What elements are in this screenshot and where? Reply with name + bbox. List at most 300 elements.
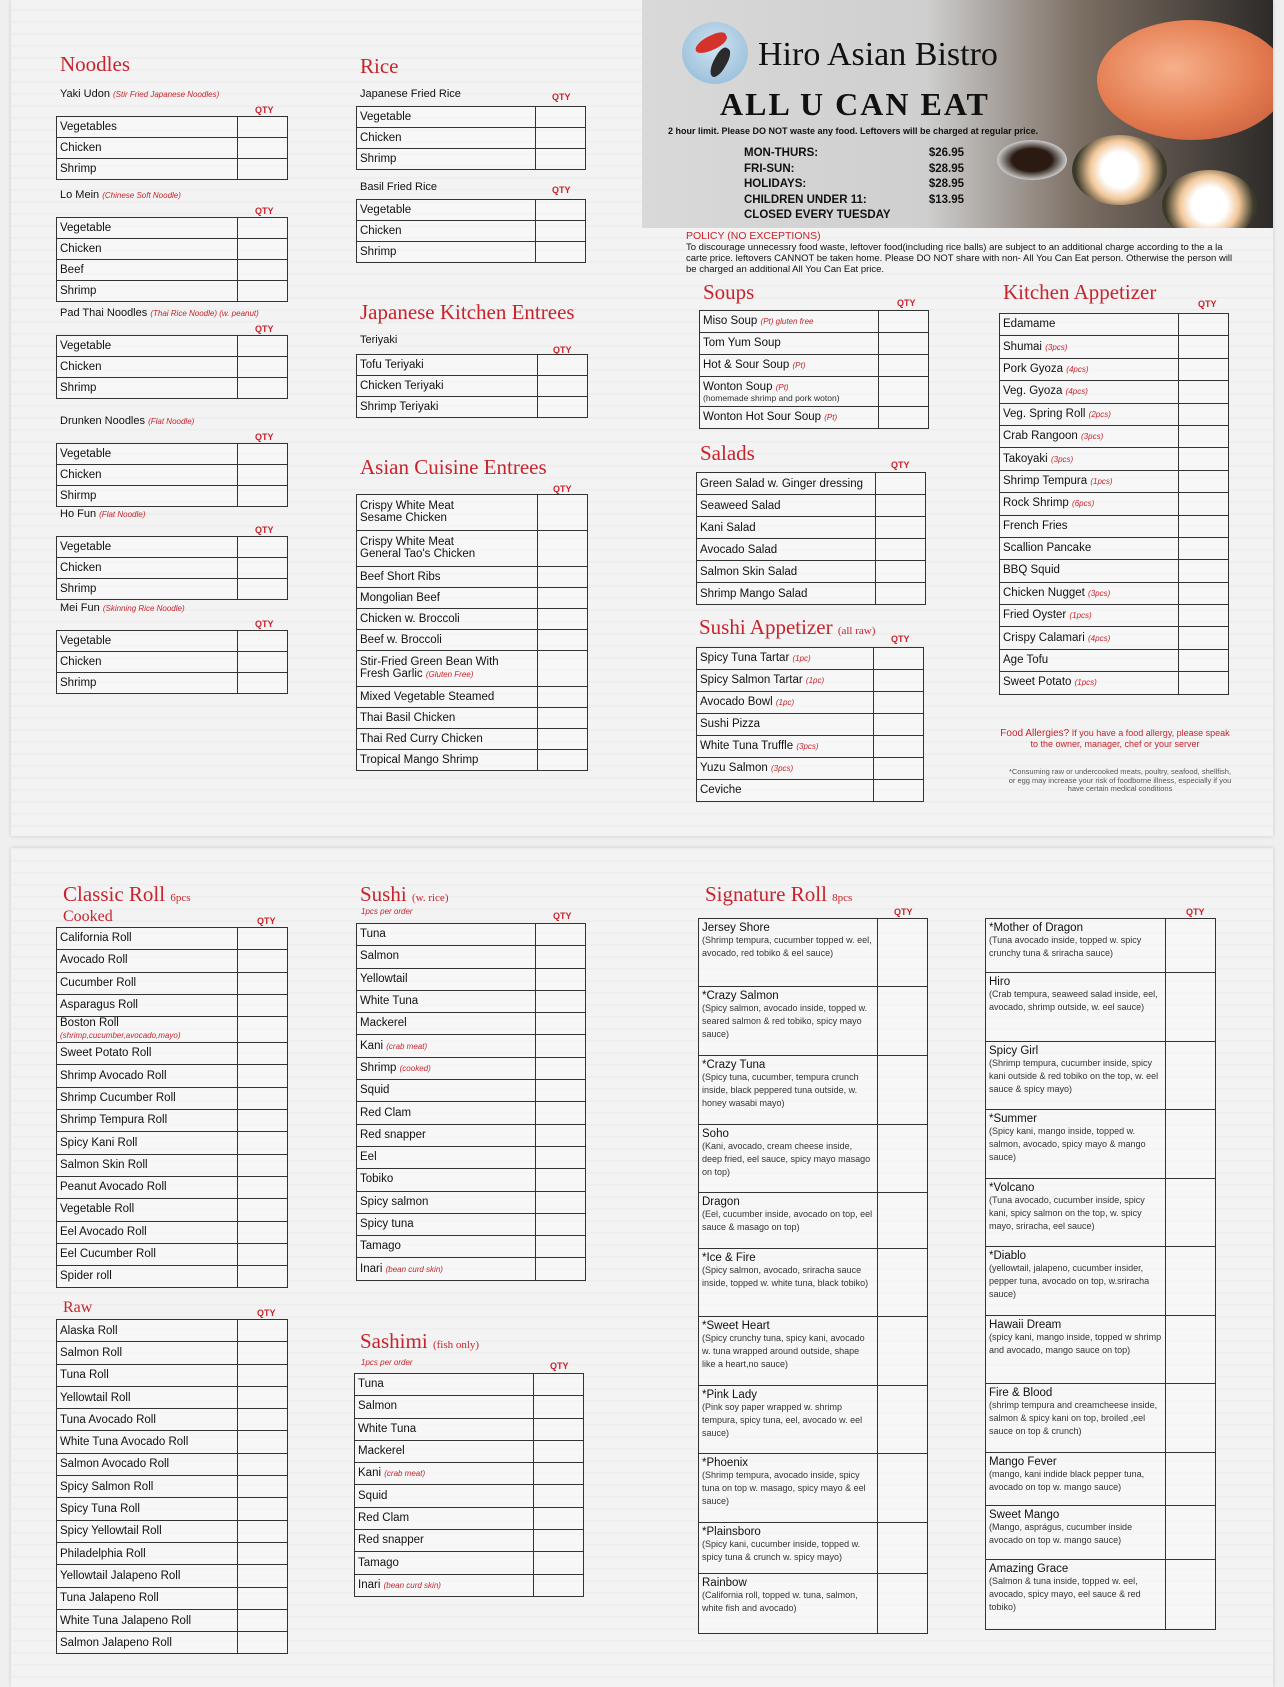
menu-row [1000,358,1229,380]
menu-row [357,567,588,588]
item-note: (3pcs) [1045,342,1068,352]
qty-box[interactable] [538,708,588,729]
price-row: MON-THURS: $26.95 [744,147,964,159]
qty-box[interactable] [1166,1110,1216,1179]
qty-box[interactable] [238,1409,288,1431]
item-name: Vegetable [57,444,238,465]
roll-name: Sweet Mango (Mango, asprágus, cucumber inside avocado on top w. mango sauce) [986,1506,1166,1560]
qty-box[interactable] [238,281,288,302]
price-row: CLOSED EVERY TUESDAY [744,209,891,221]
qty-box[interactable] [538,567,588,588]
qty-box[interactable] [1179,582,1229,604]
qty-box[interactable] [1179,336,1229,358]
qty-box[interactable] [536,200,586,221]
qty-box[interactable] [874,648,924,670]
item-name: Beef Short Ribs [357,567,538,588]
item-name: Vegetable [57,631,238,652]
noodle-table [56,630,288,694]
menu-row [355,1440,584,1462]
qty-box[interactable] [878,1125,928,1193]
qty-box[interactable] [536,1169,586,1191]
qty-box[interactable] [536,1191,586,1213]
qty-box[interactable] [878,1386,928,1454]
qty-box[interactable] [534,1552,584,1574]
roll-name: *Pink Lady (Pink soy paper wrapped w. shrimp tempura, spicy tuna, eel, avocado w. eel sauce) [699,1386,878,1454]
qty-box[interactable] [874,714,924,736]
qty-box[interactable] [1166,1179,1216,1247]
qty-box[interactable] [538,588,588,609]
qty-box[interactable] [879,333,929,355]
qty-box[interactable] [1166,1384,1216,1453]
menu-row [357,651,588,687]
roll-description: (Salmon & tuna inside, topped w. eel, avocado, spicy mayo, eel sauce & red tobiko) [989,1576,1141,1612]
qty-box[interactable] [1179,493,1229,515]
item-name: Chicken Nugget (3pcs) [1000,582,1179,604]
menu-row [57,1221,288,1243]
item-name: Age Tofu [1000,649,1179,671]
qty-label: QTY [1198,299,1217,309]
sushi-title [360,882,448,907]
qty-box[interactable] [238,1632,288,1654]
menu-row [700,355,929,377]
qty-box[interactable] [238,652,288,673]
item-name: Tuna Roll [57,1364,238,1386]
menu-row [57,465,288,486]
menu-row [57,239,288,260]
qty-box[interactable] [238,1087,288,1109]
noodle-table [56,217,288,302]
qty-box[interactable] [874,692,924,714]
signature-roll-label: Signature Roll [705,882,827,906]
menu-row [355,1418,584,1440]
item-name: California Roll [57,928,238,950]
item-name: Chicken Teriyaki [357,376,538,397]
item-name: Spicy Tuna Roll [57,1498,238,1520]
kitchen-appetizer-title: Kitchen Appetizer [1003,280,1157,304]
item-name: Chicken [357,221,536,242]
sushi-appetizer-label: Sushi Appetizer [699,615,833,639]
qty-box[interactable] [1179,425,1229,447]
qty-box[interactable] [534,1530,584,1552]
qty-box[interactable] [238,1431,288,1453]
qty-box[interactable] [238,972,288,994]
roll-name: *Crazy Salmon (Spicy salmon, avocado inside, topped w. seared salmon & red tobiko, spicy mayo sauce) [699,987,878,1056]
qty-box[interactable] [874,780,924,802]
item-name: Tamago [355,1552,534,1574]
menu-row [57,1409,288,1431]
menu-row [57,994,288,1016]
qty-box[interactable] [876,495,926,517]
item-name: Red Clam [355,1507,534,1529]
qty-box[interactable] [238,1017,288,1043]
qty-box[interactable] [876,517,926,539]
allergy-notice [1000,728,1230,749]
qty-box[interactable] [879,377,929,407]
teriyaki-label: Teriyaki [360,334,398,346]
qty-box[interactable] [536,242,586,263]
qty-box[interactable] [534,1396,584,1418]
qty-label: QTY [553,345,572,355]
qty-box[interactable] [1166,1042,1216,1110]
roll-description: (mango, kani indide black pepper tuna, avocado on top w. mango sauce) [989,1469,1145,1492]
item-name: Beef [57,260,238,281]
qty-box[interactable] [874,758,924,780]
cooked-roll-table [56,927,288,1288]
qty-box[interactable] [238,1110,288,1132]
qty-box[interactable] [538,495,588,531]
qty-box[interactable] [878,1317,928,1386]
item-name: Spider roll [57,1266,238,1288]
qty-box[interactable] [238,486,288,507]
qty-box[interactable] [538,750,588,771]
price-row: CHILDREN UNDER 11: $13.95 [744,193,964,206]
qty-box[interactable] [238,1043,288,1065]
qty-box[interactable] [1179,627,1229,649]
sushi-image [1097,20,1273,140]
qty-box[interactable] [238,1520,288,1542]
roll-description: (Mango, asprágus, cucumber inside avocado on top w. mango sauce) [989,1522,1133,1545]
qty-box[interactable] [878,1193,928,1249]
sashimi-label: Sashimi [360,1329,428,1353]
qty-box[interactable] [238,260,288,281]
item-name: Vegetable [357,107,536,128]
item-name: Crab Rangoon (3pcs) [1000,425,1179,447]
qty-box[interactable] [1166,1560,1216,1630]
item-name: Chicken [57,357,238,378]
roll-name: *Summer (Spicy kani, mango inside, topped w. salmon, avocado, spicy mayo & mango sauce) [986,1110,1166,1179]
qty-box[interactable] [238,159,288,180]
qty-box[interactable] [238,465,288,486]
qty-box[interactable] [534,1485,584,1507]
qty-box[interactable] [538,531,588,567]
qty-box[interactable] [238,558,288,579]
roll-name: Spicy Girl (Shrimp tempura, cucumber inside, spicy kani outside & red tobiko on the top, w. eel sauce & spicy mayo) [986,1042,1166,1110]
qty-box[interactable] [238,1587,288,1609]
qty-box[interactable] [878,987,928,1056]
qty-box[interactable] [536,1035,586,1057]
qty-box[interactable] [878,1523,928,1574]
qty-box[interactable] [878,1454,928,1523]
qty-box[interactable] [534,1574,584,1596]
qty-box[interactable] [1166,1316,1216,1384]
item-name: Avocado Roll [57,950,238,972]
qty-box[interactable] [536,924,586,946]
teriyaki-table [356,354,588,418]
menu-row [357,1013,586,1035]
qty-box[interactable] [238,239,288,260]
menu-row [357,149,586,170]
item-note: (2pcs) [1088,409,1111,419]
item-name: Vegetable Roll [57,1199,238,1221]
menu-row [357,1191,586,1213]
qty-box[interactable] [534,1418,584,1440]
item-name: Peanut Avocado Roll [57,1176,238,1198]
menu-row [697,714,924,736]
item-name: Miso Soup (Pt) gluten free [700,311,879,333]
signature-roll-table-2 [985,918,1216,1630]
qty-box[interactable] [538,729,588,750]
qty-box[interactable] [238,1542,288,1564]
qty-box[interactable] [1179,537,1229,559]
qty-box[interactable] [238,1364,288,1386]
item-name: Eel Avocado Roll [57,1221,238,1243]
qty-box[interactable] [538,397,588,418]
menu-row [57,444,288,465]
signature-roll-row [699,919,928,987]
qty-box[interactable] [238,994,288,1016]
menu-row [697,495,926,517]
qty-box[interactable] [1179,649,1229,671]
item-name: Takoyaki (3pcs) [1000,448,1179,470]
menu-row [57,1520,288,1542]
qty-label: QTY [257,916,276,926]
qty-box[interactable] [538,609,588,630]
qty-box[interactable] [538,630,588,651]
qty-box[interactable] [238,1176,288,1198]
qty-box[interactable] [534,1374,584,1396]
roll-name: Hawaii Dream (spicy kani, mango inside, topped w shrimp and avocado, mango sauce on top) [986,1316,1166,1384]
roll-description: (Spicy salmon, avocado inside, topped w. seared salmon & red tobiko, spicy mayo sauce) [702,1003,868,1039]
menu-row [355,1552,584,1574]
menu-row [57,117,288,138]
qty-box[interactable] [878,919,928,987]
qty-box[interactable] [536,221,586,242]
qty-box[interactable] [536,1146,586,1168]
roll-description: (shrimp tempura and creamcheese inside, salmon & spicy kani on top, broiled ,eel sauce on top & crunch) [989,1400,1158,1436]
qty-box[interactable] [238,1476,288,1498]
item-name: Avocado Bowl (1pc) [697,692,874,714]
qty-box[interactable] [538,651,588,687]
item-name: Squid [355,1485,534,1507]
qty-box[interactable] [238,537,288,558]
qty-box[interactable] [538,376,588,397]
qty-box[interactable] [238,631,288,652]
item-name: Shrimp Cucumber Roll [57,1087,238,1109]
qty-label: QTY [894,907,913,917]
qty-label: QTY [552,92,571,102]
qty-box[interactable] [1166,1453,1216,1506]
qty-box[interactable] [1166,1506,1216,1560]
qty-box[interactable] [534,1440,584,1462]
qty-box[interactable] [878,1056,928,1125]
salads-title: Salads [700,441,755,465]
qty-box[interactable] [534,1507,584,1529]
item-name: Vegetables [57,117,238,138]
qty-box[interactable] [538,687,588,708]
qty-box[interactable] [536,946,586,968]
qty-box[interactable] [238,950,288,972]
qty-box[interactable] [238,1453,288,1475]
menu-row [57,1176,288,1198]
qty-box[interactable] [1179,358,1229,380]
qty-box[interactable] [536,1057,586,1079]
qty-box[interactable] [538,355,588,376]
qty-box[interactable] [238,1065,288,1087]
qty-box[interactable] [238,1386,288,1408]
qty-box[interactable] [238,1132,288,1154]
signature-roll-row [699,1454,928,1523]
qty-box[interactable] [238,444,288,465]
qty-box[interactable] [238,1154,288,1176]
qty-box[interactable] [536,107,586,128]
sushi-appetizer-table [696,647,924,802]
qty-box[interactable] [238,928,288,950]
qty-box[interactable] [876,539,926,561]
menu-row [697,561,926,583]
qty-box[interactable] [879,407,929,429]
qty-box[interactable] [536,1213,586,1235]
qty-box[interactable] [536,1080,586,1102]
menu-row [57,558,288,579]
qty-box[interactable] [536,990,586,1012]
item-name: Red Clam [357,1102,536,1124]
item-name: Crispy Calamari (4pcs) [1000,627,1179,649]
qty-label: QTY [553,484,572,494]
item-name: Salmon Avocado Roll [57,1453,238,1475]
qty-box[interactable] [536,149,586,170]
qty-box[interactable] [878,1574,928,1634]
qty-box[interactable] [876,561,926,583]
qty-box[interactable] [1179,672,1229,694]
qty-box[interactable] [536,1258,586,1280]
qty-box[interactable] [1179,314,1229,336]
signature-roll-row [986,1506,1216,1560]
menu-row [357,1236,586,1258]
qty-box[interactable] [536,1236,586,1258]
qty-box[interactable] [238,218,288,239]
menu-row [57,1431,288,1453]
menu-row [357,242,586,263]
menu-row [57,1476,288,1498]
menu-row [357,1057,586,1079]
qty-box[interactable] [536,1013,586,1035]
koi-logo [682,22,748,84]
item-name: Tamago [357,1236,536,1258]
qty-box[interactable] [1179,448,1229,470]
price-list [744,146,964,224]
qty-box[interactable] [1179,403,1229,425]
noodle-group-title: Lo Mein (Chinese Soft Noodle) [60,189,181,201]
qty-box[interactable] [238,673,288,694]
qty-box[interactable] [1179,470,1229,492]
roll-name: *Diablo (yellowtail, jalapeno, cucumber insider, pepper tuna, avocado on top, w.sriracha sauce) [986,1247,1166,1316]
item-note: (1pc) [792,654,811,663]
qty-box[interactable] [238,138,288,159]
qty-box[interactable] [1179,381,1229,403]
menu-row [357,200,586,221]
qty-box[interactable] [238,1243,288,1265]
roll-name: *Phoenix (Shrimp tempura, avocado inside, spicy tuna on top w. masago, spicy mayo & eel sauce) [699,1454,878,1523]
item-name: Shirmp [57,486,238,507]
menu-row [57,1632,288,1654]
sushi-label: Sushi [360,882,407,906]
menu-row [1000,560,1229,582]
qty-box[interactable] [1166,1247,1216,1316]
roll-description: (Kani, avocado, cream cheese inside, deep fried, eel sauce, spicy mayo masago on top) [702,1141,871,1177]
qty-label: QTY [897,298,916,308]
item-name: Shrimp [357,149,536,170]
menu-row [1000,672,1229,694]
menu-row [57,138,288,159]
qty-box[interactable] [238,579,288,600]
qty-box[interactable] [238,336,288,357]
item-name: Salmon Skin Salad [697,561,876,583]
item-note: (1pcs) [1069,611,1092,621]
asian-cuisine-title: Asian Cuisine Entrees [360,455,547,479]
signature-roll-row [986,1110,1216,1179]
item-name: Vegetable [57,336,238,357]
qty-box[interactable] [238,1498,288,1520]
sushi-table [356,923,586,1281]
menu-row [697,517,926,539]
qty-box[interactable] [238,1221,288,1243]
qty-box[interactable] [238,378,288,399]
item-name: Chicken [357,128,536,149]
qty-box[interactable] [238,1199,288,1221]
qty-box[interactable] [1166,973,1216,1042]
qty-box[interactable] [879,355,929,377]
menu-row [57,1609,288,1631]
rice-table [356,199,586,263]
qty-box[interactable] [238,1342,288,1364]
item-name: Chicken [57,652,238,673]
item-name: Tofu Teriyaki [357,355,538,376]
qty-box[interactable] [876,473,926,495]
item-name: Crispy White Meat Sesame Chicken [357,495,538,531]
qty-box[interactable] [238,357,288,378]
roll-name: *Sweet Heart (Spicy crunchy tuna, spicy kani, avocado w. tuna wrapped around outside, shape like a heart,no sauce) [699,1317,878,1386]
qty-label: QTY [553,911,572,921]
qty-box[interactable] [1179,605,1229,627]
item-name: Mackerel [355,1440,534,1462]
qty-box[interactable] [238,1609,288,1631]
menu-row [57,537,288,558]
qty-box[interactable] [876,583,926,605]
item-name: Yellowtail Jalapeno Roll [57,1565,238,1587]
qty-box[interactable] [238,1320,288,1342]
signature-roll-row [699,1249,928,1317]
menu-row [357,687,588,708]
qty-box[interactable] [874,670,924,692]
qty-box[interactable] [536,1124,586,1146]
qty-box[interactable] [879,311,929,333]
qty-box[interactable] [536,968,586,990]
qty-box[interactable] [536,128,586,149]
qty-box[interactable] [238,117,288,138]
qty-box[interactable] [1179,560,1229,582]
item-note: (1pc) [775,698,795,707]
qty-label: QTY [255,206,274,216]
qty-box[interactable] [238,1266,288,1288]
item-name: Tom Yum Soup [700,333,879,355]
qty-box[interactable] [1179,515,1229,537]
qty-box[interactable] [238,1565,288,1587]
qty-box[interactable] [1166,919,1216,973]
qty-box[interactable] [536,1102,586,1124]
menu-row [355,1463,584,1485]
roll-name: *Crazy Tuna (Spicy tuna, cucumber, tempura crunch inside, black peppered tuna outside, w. honey wasabi mayo) [699,1056,878,1125]
sushi-roll-image [1072,135,1167,205]
japanese-kitchen-title: Japanese Kitchen Entrees [360,300,575,324]
qty-box[interactable] [534,1463,584,1485]
menu-row [700,407,929,429]
menu-row [57,1542,288,1564]
qty-box[interactable] [874,736,924,758]
raw-roll-table [56,1319,288,1654]
item-name: Salmon Jalapeno Roll [57,1632,238,1654]
qty-box[interactable] [878,1249,928,1317]
menu-row [357,1169,586,1191]
